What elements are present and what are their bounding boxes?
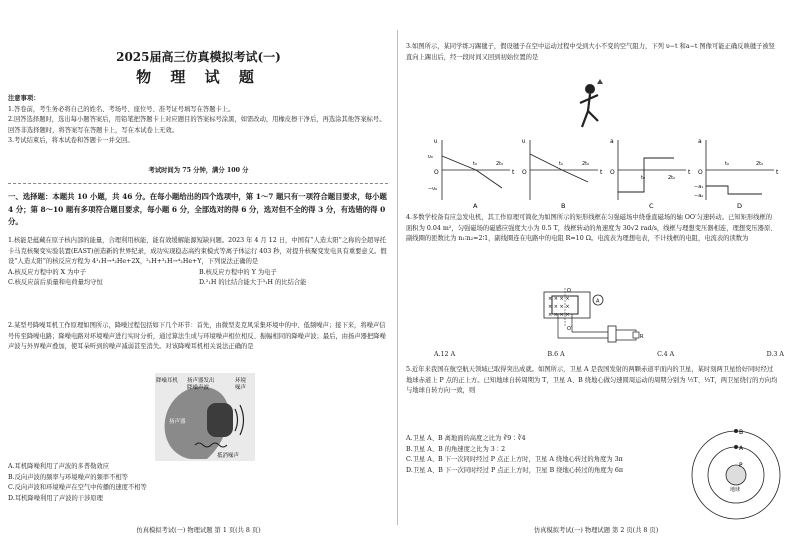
question-3-stem: 3.如图所示，某同学练习踢毽子，假设毽子在空中运动过程中受到大小不变的空气阻力，下列 υ−t 和a−t 图像可能正确反映毽子被竖直向上踢出后，经一段时间又回到初始位置的是 [406, 43, 775, 61]
question-5-options [406, 434, 688, 476]
option-d: D.卫星 A、B 下一次同时经过 P 点正上方时，卫星 B 绕地心转过的角度为 6π [406, 466, 624, 474]
exam-info: 考试时间为 75 分钟，满分 100 分 [148, 167, 249, 174]
tick-label: 2t₀ [496, 161, 504, 167]
notice-item: 3.考试结束后，将本试卷和答题卡一并交回。 [8, 137, 134, 144]
figure-label: B [739, 429, 744, 436]
question-4-stem: 4.多数学校备有应急发电机，其工作原理可简化为如图所示的矩形线框在匀强磁场中绕垂直磁场的轴 OO′匀速转动。已知矩形线框的面积为 0.04 m²，匀强磁场的磁感应强度大小为 0.5 T，线框转动的角速度为 30√2 rad/s，线框与理想变压器相连，理想变压器原、副线圈的匝数比为 n₁∶n₂=2∶1，副线圈连在电路中的电阻 R=10 Ω。电流表为理想电表，不计线框的电阻，电流表的读数为 [406, 214, 777, 242]
option-b: B.6 A [547, 351, 565, 358]
figure-label: O [567, 288, 571, 294]
axis-label: a [610, 138, 614, 145]
figure-label: 扬声器 [169, 419, 186, 425]
axis-label: t [688, 169, 691, 176]
kicker-body [580, 94, 598, 127]
tick-label: t₀ [725, 161, 729, 167]
question-5-stem: 5.近年来我国在航空航天领域已取得突出成就。如图所示，卫星 A 是我国发射的两颗赤道平面内的卫星，某时刻两卫星恰好同时经过地球赤道上 P 点的正上方。已知地球自转周期为 T，卫星 A、B 绕地心做匀速圆周运动的周期分别为 ½T、⅓T，两卫星绕行的方向均与地球自转方向一致，则 [406, 366, 778, 394]
q3-graphs [428, 134, 783, 210]
axis-label: O [698, 169, 703, 176]
option-c: C.卫星 A、B 下一次同时经过 P 点正上方时，卫星 A 绕地心转过的角度为 3π [406, 456, 623, 463]
option-b: B.反向声波的频率与环境噪声的频率不相等 [8, 473, 128, 481]
graph-letter: C [649, 202, 654, 210]
figure-label: 噪声 [235, 385, 247, 391]
figure-label: R [640, 334, 644, 340]
exam-title: 2025届高三仿真模拟考试(一) [116, 50, 281, 64]
graph-line [562, 170, 588, 182]
earth-icon [726, 465, 746, 485]
figure-label: A [739, 445, 744, 452]
shuttlecock-icon [597, 79, 603, 84]
axis-label: a [698, 138, 702, 145]
section-1-instructions: 一、选择题：本题共 10 小题，共 46 分。在每小题给出的四个选项中，第 1～7 题只有一项符合题目要求，每小题 4 分；第 8～10 题有多项符合题目要求，每小题 6 分，全部选对的得 6 分，选对但不全的得 3 分，有选错的得 0 分。 [8, 192, 387, 226]
notice-item: 2.回答选择题时，选出每小题答案后，用铅笔把答题卡上对应题目的答案标号涂黑，如需改动，用橡皮擦干净后，再选涂其他答案标号。回答非选择题时，将答案写在答题卡上，写在本试卷上无效。 [8, 116, 386, 134]
figure-label: 扬声器发出 [187, 378, 215, 384]
option-b: B.卫星 A、B 的角速度之比为 3∶2 [406, 445, 506, 453]
tick-label: −υ₀ [428, 186, 438, 192]
generator-transformer-figure [538, 286, 648, 346]
question-2-stem: 2.某型号降噪耳机工作原理如图所示，降噪过程包括如下几个环节：首先，由微型麦克风采集环境中的中、低频噪声；接下来，将噪声信号传至降噪电路；降噪电路对环境噪声进行实时分析，通过算法生成与环境噪声相位相反、振幅相同的降噪声波；最后，由扬声器把降噪声波与外界噪声叠加，使耳朵听到的噪声减弱甚至消失。对该降噪耳机相关说法正确的是 [8, 322, 386, 350]
field-marks: × × × × [548, 296, 570, 302]
page-footer: 仿真模拟考试(一) 物理试题 第 1 页(共 8 页) [136, 527, 261, 534]
axis-label: O [434, 169, 439, 176]
satellite-b-icon [734, 429, 738, 433]
graph-letter: D [737, 202, 743, 210]
kicker-head [585, 84, 595, 94]
graph-d [694, 138, 779, 210]
question-4 [406, 213, 778, 245]
figure-label: A [596, 298, 600, 305]
shuttlecock-kicker-figure [568, 77, 608, 131]
graph-line [442, 156, 476, 170]
field-marks: × × × × [548, 304, 570, 310]
tick-label: −a₁ [694, 184, 704, 190]
graph-line [618, 158, 674, 192]
field-marks: × × × × [548, 312, 570, 318]
tick-label: t₀ [473, 161, 477, 167]
transformer-icon [608, 326, 616, 342]
tick-label: 2t₀ [582, 161, 590, 167]
earcup-icon [207, 403, 233, 437]
question-1-stem: 1.核能是蕴藏在原子核内部的能量，合理利用核能，能有效缓解能源短缺问题。2023 年 4 月 12 日，中国有“人造太阳”之称的全超导托卡马克核聚变实验装置(EAST)创造新的世界纪录，成功实现稳态高约束模式等离子体运行 403 秒，对提升核聚变发电具有重要意义。假设“人造太阳”的核反应方程为 4¹₁H→⁴₂He+2X，²₁H+³₁H→⁴₂He+Y，下列说法正确的是 [8, 237, 387, 265]
option-a: A.核反应方程中的 X 为中子 [8, 268, 87, 276]
graph-letter: B [561, 202, 566, 210]
tick-label: 2t₀ [668, 175, 676, 181]
question-5 [406, 365, 778, 397]
axis-label: υ [522, 138, 526, 145]
question-2-options [8, 462, 390, 504]
figure-label: O′ [567, 326, 573, 332]
graph-line [530, 154, 562, 170]
resistor-icon [633, 332, 639, 338]
question-2 [8, 321, 390, 353]
option-d: D.耳机降噪利用了声波的干涉原理 [8, 494, 103, 502]
axis-label: O [610, 169, 615, 176]
option-a: A.12 A [434, 351, 456, 358]
option-a: A.耳机降噪利用了声波的多普勒效应 [8, 463, 110, 470]
graph-b [522, 138, 603, 210]
graph-c [610, 138, 691, 210]
figure-label: 地球 [730, 487, 741, 493]
question-4-options [434, 350, 794, 361]
figure-label: 抵消噪声 [217, 453, 240, 459]
axis-label: t [776, 169, 779, 176]
option-c: C.核反应前后质量和电荷量均守恒 [8, 279, 103, 286]
option-d: D.²₁H 的比结合能大于³₁H 的比结合能 [199, 279, 307, 286]
tick-label: −a₂ [694, 193, 704, 199]
option-a: A.卫星 A、B 离地面的高度之比为 ∛9∶∛4 [406, 435, 526, 442]
satellite-orbit-figure [686, 425, 786, 525]
figure-label: P [739, 462, 743, 469]
axis-label: O [522, 169, 527, 176]
page-2 [398, 0, 794, 539]
tick-label: 2t₀ [756, 161, 764, 167]
axis-label: υ [434, 138, 438, 145]
notice-item: 1.答卷前，考生务必将自己的姓名、考场号、座位号、准考证号填写在答题卡上。 [8, 105, 235, 113]
satellite-a-icon [734, 445, 738, 449]
option-d: D.3 A [766, 351, 784, 358]
tick-label: t₀ [641, 175, 645, 181]
page-footer: 仿真模拟考试(一) 物理试题 第 2 页(共 8 页) [533, 527, 659, 534]
graph-line [476, 170, 502, 188]
figure-label: 环境 [235, 378, 247, 384]
option-c: C.4 A [657, 351, 675, 358]
figure-label: 降噪耳机 [156, 378, 179, 384]
section-separator [8, 183, 388, 184]
question-1 [8, 236, 390, 289]
axis-label: t [600, 169, 603, 176]
notice-block [8, 94, 390, 147]
notice-heading: 注意事项： [8, 95, 40, 102]
subject-title: 物 理 试 题 [136, 68, 261, 86]
graph-line [706, 186, 762, 194]
question-1-options [8, 268, 390, 289]
tick-label: υ₀ [428, 154, 433, 160]
tick-label: t₀ [559, 161, 563, 167]
figure-label: 降噪声波 [187, 385, 210, 391]
option-c: C.反向声波和环境噪声在空气中传播的速度不相等 [8, 484, 147, 491]
graph-a [428, 138, 515, 210]
graph-letter: A [473, 202, 478, 210]
option-b: B.核反应方程中的 Y 为电子 [199, 268, 277, 276]
question-3 [406, 42, 776, 63]
axis-label: t [512, 169, 515, 176]
noise-cancelling-headphone-figure [155, 373, 255, 461]
